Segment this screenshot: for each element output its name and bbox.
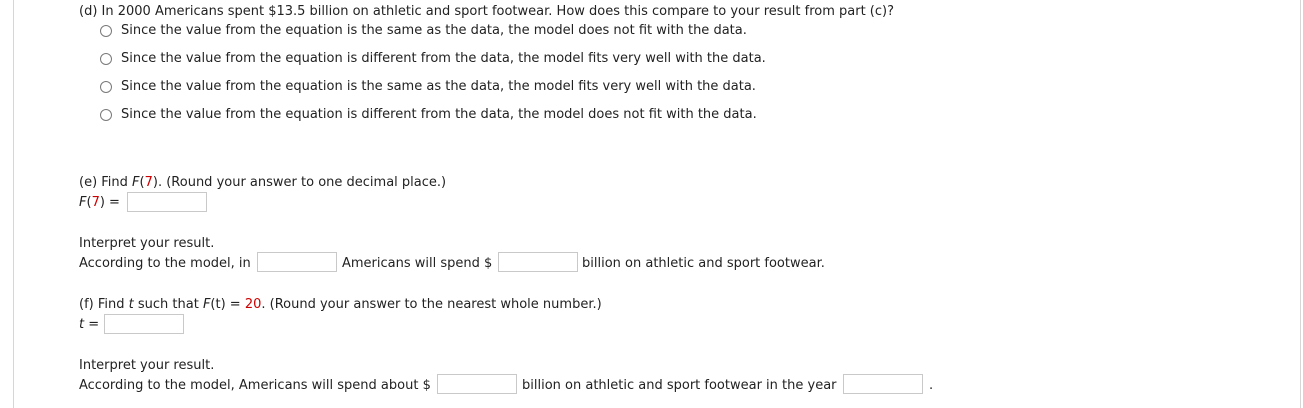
part-f-sentence-middle: billion on athletic and sport footwear in the year [522, 378, 837, 393]
year-input[interactable] [257, 252, 337, 272]
t-answer-input[interactable] [104, 314, 184, 334]
part-f-prefix: (f) Find [79, 297, 129, 312]
part-d-prompt: (d) In 2000 Americans spent $13.5 billion on athletic and sport footwear. How does this compare to your result from part (c)? [79, 4, 895, 19]
part-f-sentence-end: . [929, 378, 934, 393]
option-2-label[interactable]: Since the value from the equation is different from the data, the model fits very well with the data. [121, 51, 766, 66]
f7-argument: 7 [91, 195, 100, 210]
part-f-paren: (t) [210, 297, 226, 312]
part-e-interpret-label: Interpret your result. [79, 236, 215, 251]
part-e-sentence-end: billion on athletic and sport footwear. [582, 256, 825, 271]
option-4-radio[interactable] [100, 109, 112, 121]
part-e-suffix: . (Round your answer to one decimal place.) [157, 175, 447, 190]
t-equals: = [84, 317, 100, 332]
part-f-mid: such that [133, 297, 203, 312]
t-answer-label [79, 317, 99, 333]
part-e-argument: 7 [144, 175, 153, 190]
option-1-label[interactable]: Since the value from the equation is the same as the data, the model does not fit with the data. [121, 23, 747, 38]
option-3-radio[interactable] [100, 81, 112, 93]
part-f-value: 20 [244, 297, 262, 312]
part-e-prefix: (e) Find [79, 175, 133, 190]
part-f-prompt [79, 297, 602, 313]
f7-answer-label: F(7) = [79, 195, 120, 210]
part-f-equals: = [225, 297, 245, 312]
option-2-radio[interactable] [100, 53, 112, 65]
part-f-interpret-label: Interpret your result. [79, 358, 215, 373]
part-f-function: F [202, 297, 211, 312]
spend-about-input[interactable] [437, 374, 517, 394]
f7-function: F [79, 195, 87, 210]
option-1-radio[interactable] [100, 25, 112, 37]
option-4-label[interactable]: Since the value from the equation is different from the data, the model does not fit with the data. [121, 107, 757, 122]
part-e-sentence-middle: Americans will spend $ [342, 256, 493, 271]
spend-amount-input[interactable] [498, 252, 578, 272]
part-f-suffix: . (Round your answer to the nearest whole number.) [261, 297, 602, 312]
f7-answer-input[interactable] [127, 192, 207, 212]
option-3-label[interactable]: Since the value from the equation is the same as the data, the model fits very well with the data. [121, 79, 756, 94]
part-e-function: F [132, 175, 140, 190]
f7-equals: = [104, 195, 120, 210]
year-answer-input[interactable] [843, 374, 923, 394]
part-e-prompt: (e) Find F(7). (Round your answer to one decimal place.) [79, 175, 447, 190]
part-f-sentence-start: According to the model, Americans will spend about $ [79, 378, 431, 393]
t-variable: t [79, 317, 85, 332]
part-f-variable: t [128, 297, 134, 312]
part-e-sentence-start: According to the model, in [79, 256, 251, 271]
